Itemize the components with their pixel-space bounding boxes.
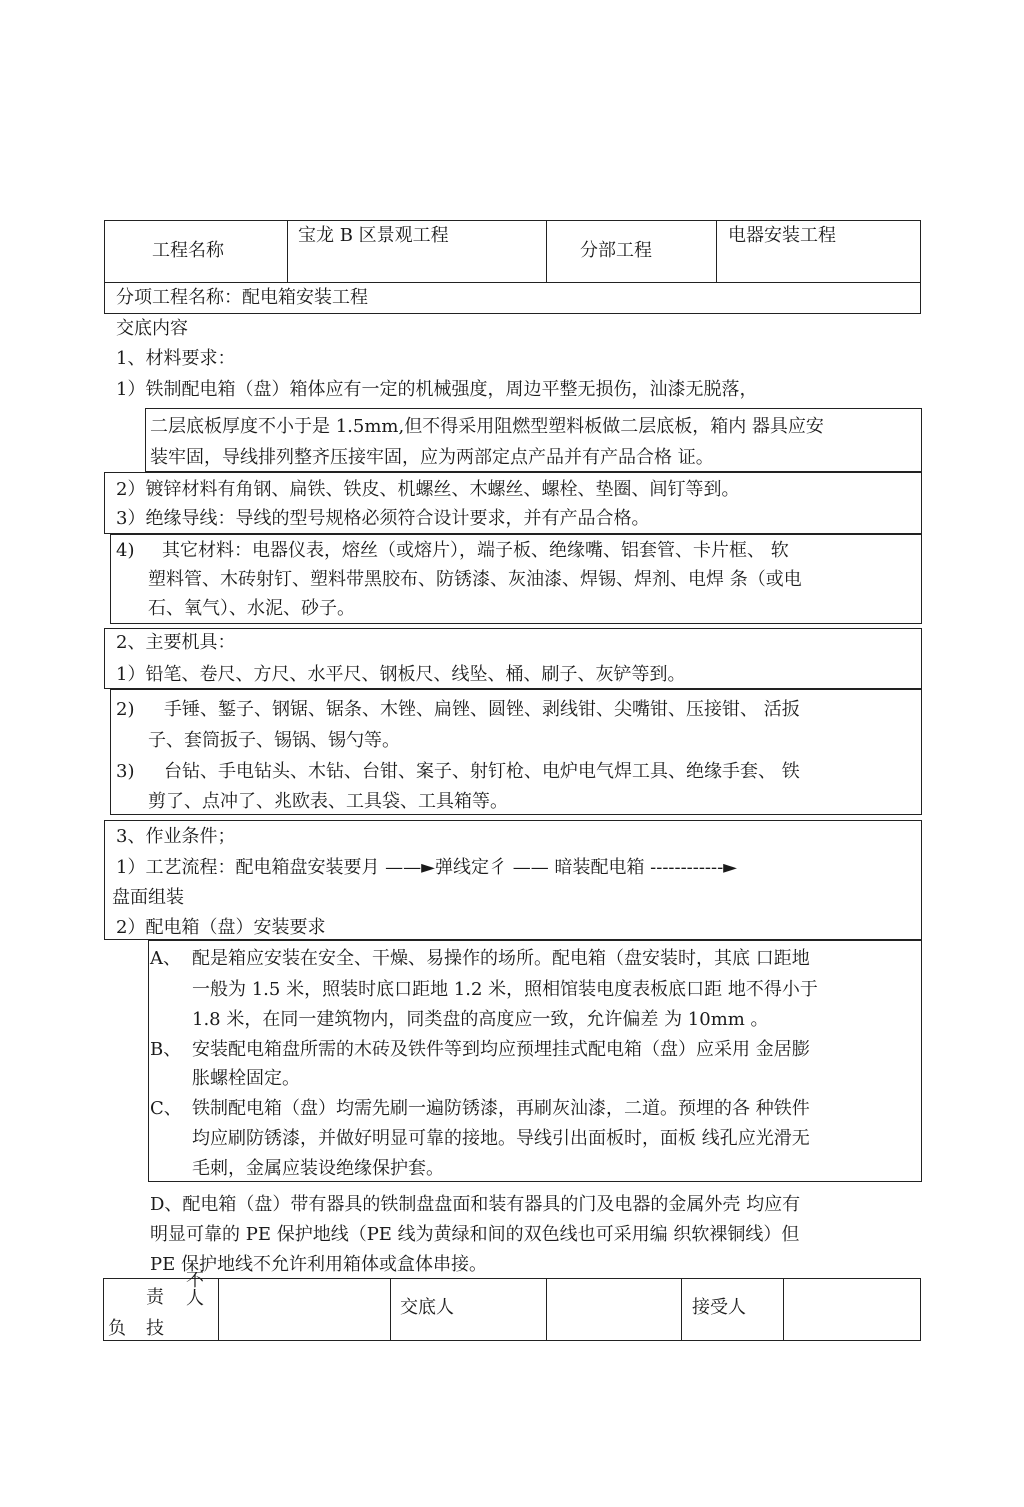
sec3-b-line2: 胀螺栓固定。 [192,1068,300,1089]
sec3-b-line1: 安装配电箱盘所需的木砖及铁件等到均应预埋挂式配电箱（盘）应采用 金居膨 [192,1039,810,1060]
signature-table [103,1278,921,1341]
sec3-flow-line2: 盘面组装 [112,887,184,908]
sec3-c-mark: C、 [150,1098,182,1119]
sec1-item4-num: 4) [116,540,135,561]
sec3-a-line2: 一般为 1.5 米，照装时底口距地 1.2 米，照相馆装电度表板底口距 地不得小于 [192,979,818,1000]
header-col-divider-2 [546,220,547,282]
signature-col-divider-3 [546,1278,547,1341]
sec1-title: 1、材料要求： [116,348,236,369]
sec2-item3-num: 3) [116,761,135,782]
signature-col-divider-2 [390,1278,391,1341]
sec3-item2: 2）配电箱（盘）安装要求 [116,917,326,938]
sec2-title: 2、主要机具： [116,632,236,653]
sec2-item3-line1: 台钻、手电钻头、木钻、台钳、案子、射钉枪、电炉电气焊工具、绝缘手套、 铁 [164,761,800,782]
receiver-label: 接受人 [692,1297,746,1318]
sec1-item4-line3: 石、氧气）、水泥、砂子。 [148,598,355,619]
sec1-item1: 1）铁制配电箱（盘）箱体应有一定的机械强度，周边平整无损伤，汕漆无脱落， [116,379,758,400]
sec1-item4-line2: 塑料管、木砖射钉、塑料带黑胶布、防锈漆、灰油漆、焊锡、焊剂、电焊 条（或电 [148,569,802,590]
sec3-flow-line1: 1）工艺流程：配电箱盘安装要月 ——►弹线定彳 —— 暗装配电箱 ------------► [116,857,738,878]
sec2-item2-line1: 手锤、錾子、钢锯、锯条、木锉、扁锉、圆锉、剥线钳、尖嘴钳、压接钳、 活扳 [164,699,800,720]
content-heading: 交底内容 [116,318,188,339]
sec1-item1-cont-line1: 二层底板厚度不小于是 1.5mm,但不得采用阻燃型塑料板做二层底板，箱内 器具应安 [150,416,824,437]
division-label: 分部工程 [580,240,652,261]
subitem-name: 分项工程名称：配电箱安装工程 [116,287,368,308]
sec2-item1: 1）铅笔、卷尺、方尺、水平尺、钢板尺、线坠、桶、刷子、灰铲等到。 [116,664,686,685]
sec1-item4-line1: 其它材料：电器仪表，熔丝（或熔片），端子板、绝缘嘴、铝套管、卡片框、 软 [162,540,789,561]
division-value: 电器安装工程 [728,225,836,246]
signature-col-divider-5 [783,1278,784,1341]
resp-char-3: 人 [186,1288,204,1309]
sec3-a-line1: 配是箱应安装在安全、干燥、易操作的场所。配电箱（盘安装时，其底 口距地 [192,948,810,969]
signature-col-divider-4 [681,1278,682,1341]
sec2-item2-num: 2) [116,699,135,720]
sec1-item2: 2）镀锌材料有角钢、扁铁、铁皮、机螺丝、木螺丝、螺栓、垫圈、闾钉等到。 [116,479,740,500]
sec1-item3: 3）绝缘导线：导线的型号规格必须符合设计要求，并有产品合格。 [116,508,650,529]
project-name-value: 宝龙 B 区景观工程 [298,225,449,246]
header-col-divider-3 [716,220,717,282]
sec3-c-line3: 毛刺，金属应装设绝缘保护套。 [192,1158,444,1179]
sec1-item1-cont-line2: 装牢固，导线排列整齐压接牢固，应为两部定点产品并有产品合格 证。 [150,447,714,468]
sec3-title: 3、作业条件； [116,826,236,847]
project-name-label: 工程名称 [152,240,224,261]
signature-col-divider-1 [218,1278,219,1341]
sec2-item3-line2: 剪了、点冲了、兆欧表、工具袋、工具箱等。 [148,791,508,812]
resp-char-1: 不 [186,1270,204,1291]
discloser-label: 交底人 [400,1297,454,1318]
sec3-d-line1: D、配电箱（盘）带有器具的铁制盘盘面和装有器具的门及电器的金属外壳 均应有 [150,1194,801,1215]
header-row-divider [104,282,921,283]
resp-char-4: 负 [108,1318,126,1339]
header-col-divider-1 [287,220,288,282]
sec3-a-mark: A、 [150,948,181,969]
resp-char-2: 责 [146,1287,164,1308]
sec3-d-line2: 明显可靠的 PE 保护地线（PE 线为黄绿和间的双色线也可采用编 织软裸铜线）但 [150,1224,800,1245]
sec3-c-line2: 均应刷防锈漆，并做好明显可靠的接地。导线引出面板时，面板 线孔应光滑无 [192,1128,810,1149]
sec3-b-mark: B、 [150,1039,182,1060]
sec2-item2-line2: 子、套筒扳子、锡锅、锡勺等。 [148,730,400,751]
sec3-a-line3: 1.8 米，在同一建筑物内，同类盘的高度应一致，允许偏差 为 10mm 。 [192,1009,769,1030]
sec3-c-line1: 铁制配电箱（盘）均需先刷一遍防锈漆，再刷灰汕漆，二道。预埋的各 种铁件 [192,1098,810,1119]
sec3-d-line3: PE 保护地线不允许利用箱体或盒体串接。 [150,1254,487,1275]
resp-char-5: 技 [146,1318,164,1339]
